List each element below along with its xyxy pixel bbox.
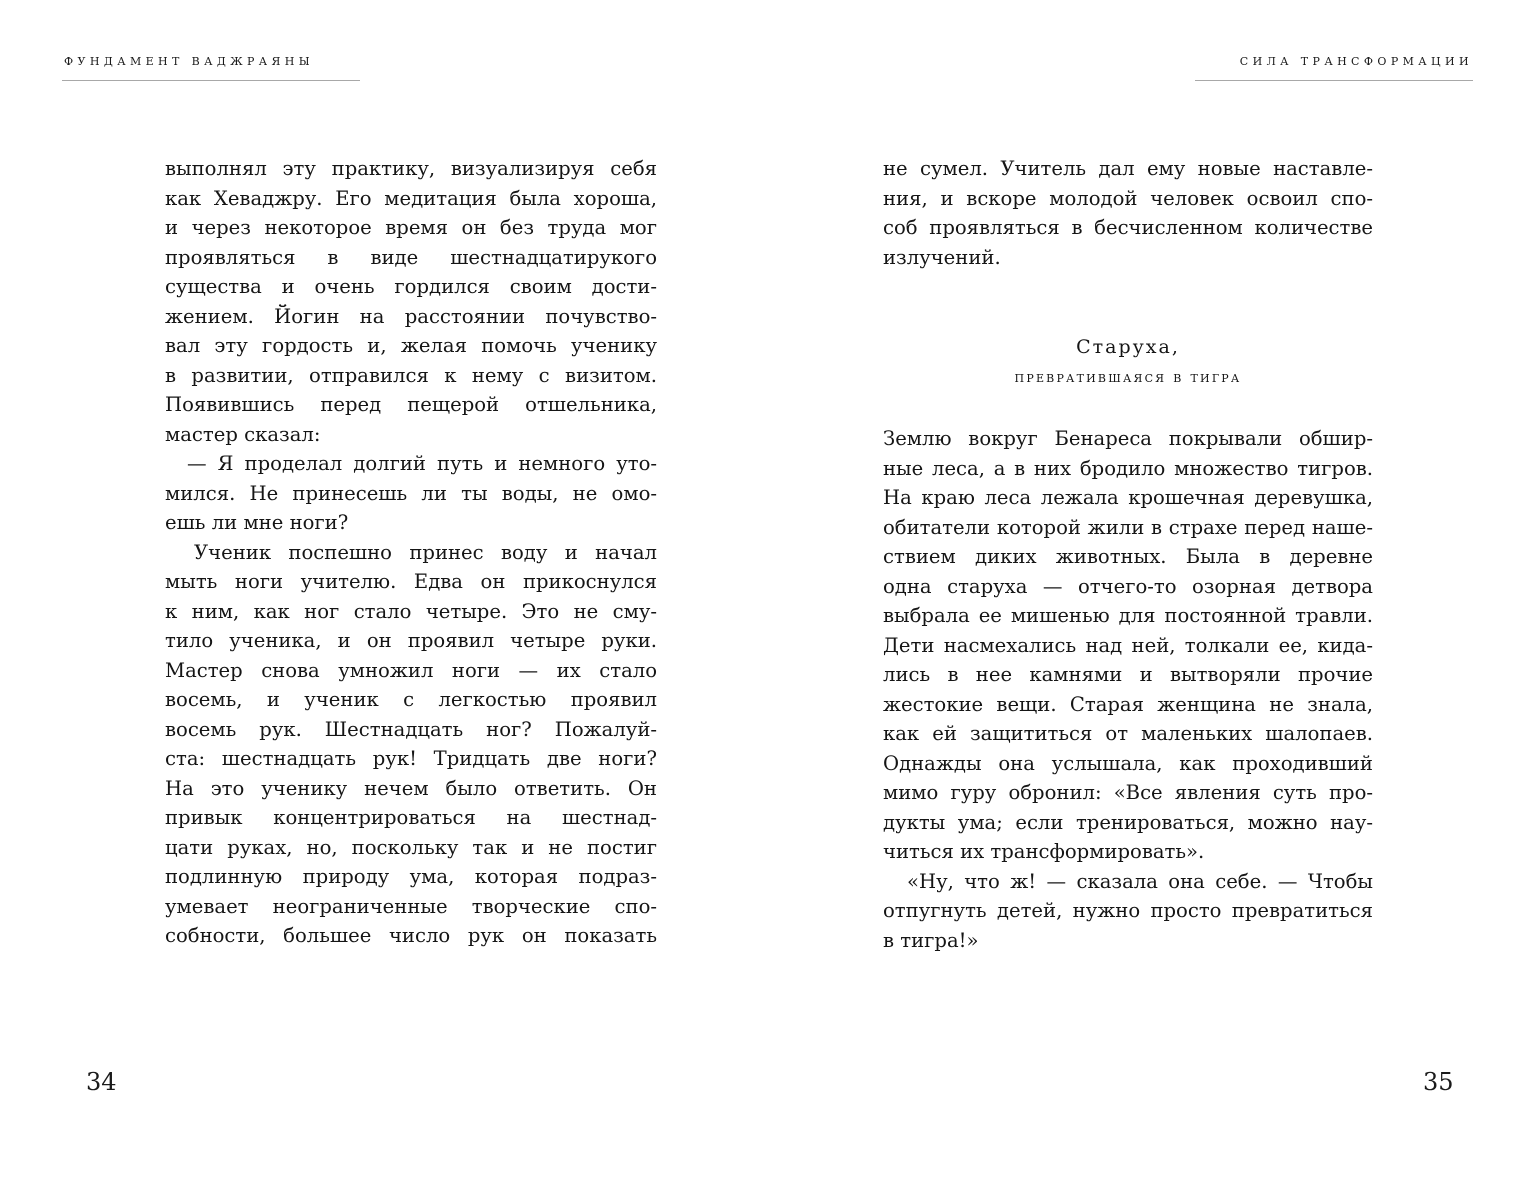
text-line: — Я проделал долгий путь и немного уто-: [187, 452, 657, 475]
running-head-left: ФУНДАМЕНТ ВАДЖРАЯНЫ: [64, 55, 315, 68]
text-line: привык концентрироваться на шестнад-: [165, 806, 657, 829]
text-line: ешь ли мне ноги?: [165, 511, 349, 534]
text-line: Дети насмехались над ней, толкали ее, кида-: [883, 633, 1373, 657]
text-line: восемь, и ученик с легкостью проявил: [165, 688, 657, 711]
left-page-text: [165, 154, 657, 951]
text-line: ствием диких животных. Была в деревне: [883, 545, 1373, 568]
text-line: цати руках, но, поскольку так и не постиг: [165, 835, 657, 859]
text-line: Появившись перед пещерой отшельника,: [165, 393, 657, 416]
text-line: излучений.: [883, 245, 1001, 269]
text-line: одна старуха — отчего-то озорная детвора: [883, 574, 1373, 598]
text-line: в тигра!»: [883, 928, 979, 952]
text-line: мился. Не принесешь ли ты воды, не омо-: [165, 481, 657, 505]
text-line: не сумел. Учитель дал ему новые наставле-: [883, 157, 1373, 180]
text-line: проявляться в виде шестнадцатирукого: [165, 245, 657, 269]
text-line: На это ученику нечем было ответить. Он: [165, 776, 657, 800]
text-line: На краю леса лежала крошечная деревушка,: [883, 486, 1373, 509]
text-line: ния, и вскоре молодой человек освоил спо-: [883, 186, 1373, 210]
running-head-rule-right: [1195, 80, 1473, 81]
text-line: обитатели которой жили в страхе перед наше-: [883, 515, 1373, 539]
text-line: тило ученика, и он проявил четыре руки.: [165, 629, 657, 652]
page-number-right: 35: [1423, 1068, 1454, 1096]
running-head-right: СИЛА ТРАНСФОРМАЦИИ: [1239, 55, 1473, 68]
text-line: Однажды она услышала, как проходивший: [883, 751, 1373, 775]
section-title-line-1: Старуха,: [1076, 336, 1180, 358]
text-line: ста: шестнадцать рук! Тридцать две ноги?: [165, 747, 657, 770]
left-page: [0, 0, 767, 1181]
text-line: выбрала ее мишенью для постоянной травли.: [883, 604, 1373, 627]
running-head-rule-left: [62, 80, 360, 81]
text-line: соб проявляться в бесчисленном количестве: [883, 216, 1373, 239]
page-number-left: 34: [86, 1068, 117, 1096]
text-line: как ей защититься от маленьких шалопаев.: [883, 722, 1373, 745]
text-line: подлинную природу ума, которая подраз-: [165, 865, 657, 888]
text-line: мастер сказал:: [165, 422, 321, 446]
text-line: мимо гуру обронил: «Все явления суть про-: [883, 781, 1373, 804]
section-title-line-2-text: превратившаяся в тигра: [1014, 368, 1242, 386]
text-line: отпугнуть детей, нужно просто превратиться: [883, 899, 1373, 922]
text-line: жестокие вещи. Старая женщина не знала,: [883, 692, 1373, 716]
right-page-text-top: [883, 154, 1373, 272]
text-line: ные леса, а в них бродило множество тигров.: [883, 456, 1373, 480]
text-line: в развитии, отправился к нему с визитом.: [165, 363, 657, 387]
text-line: дукты ума; если тренироваться, можно нау-: [883, 810, 1373, 834]
text-line: Мастер снова умножил ноги — их стало: [165, 658, 657, 682]
text-line: к ним, как ног стало четыре. Это не сму-: [165, 599, 657, 623]
right-page: [767, 0, 1535, 1181]
text-line: Землю вокруг Бенареса покрывали обшир-: [883, 427, 1373, 450]
text-line: и через некоторое время он без труда мог: [165, 216, 657, 239]
text-line: существа и очень гордился своим дости-: [165, 275, 657, 298]
text-line: вал эту гордость и, желая помочь ученику: [165, 334, 657, 357]
text-line: восемь рук. Шестнадцать ног? Пожалуй-: [165, 717, 657, 741]
text-line: лись в нее камнями и вытворяли прочие: [883, 663, 1373, 686]
text-line: мыть ноги учителю. Едва он прикоснулся: [165, 570, 657, 593]
text-line: как Хеваджру. Его медитация была хороша,: [165, 186, 657, 210]
text-line: собности, большее число рук он показать: [165, 924, 657, 947]
section-title: [883, 332, 1373, 392]
right-page-text-body: [883, 424, 1373, 955]
section-title-line-2: [883, 362, 1373, 392]
text-line: «Ну, что ж! — сказала она себе. — Чтобы: [907, 869, 1373, 893]
text-line: умевает неограниченные творческие спо-: [165, 894, 657, 918]
text-line: читься их трансформировать».: [883, 840, 1205, 863]
text-line: Ученик поспешно принес воду и начал: [194, 540, 657, 564]
text-line: жением. Йогин на расстоянии почувство-: [165, 304, 657, 328]
text-line: выполнял эту практику, визуализируя себя: [165, 157, 657, 180]
